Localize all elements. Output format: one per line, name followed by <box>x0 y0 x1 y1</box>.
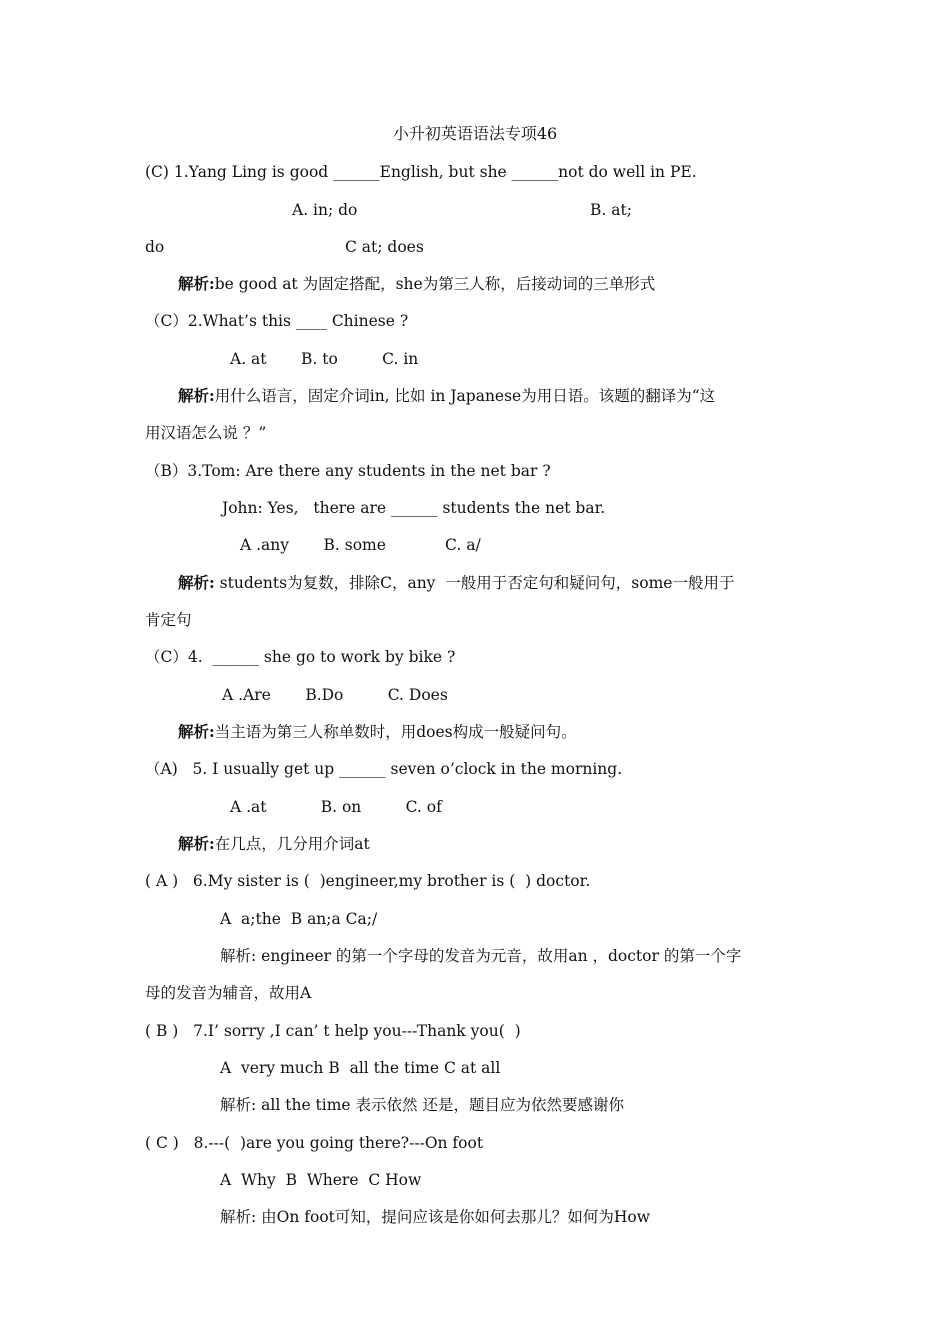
q4-explanation <box>178 721 577 743</box>
q6-explanation-cont: 母的发音为辅音，故用A <box>145 984 312 1002</box>
explanation-label: 解析: <box>178 722 215 741</box>
q2-explanation <box>178 385 715 407</box>
question-3: （B）3.Tom: Are there any students in the net bar ? <box>145 462 551 480</box>
q3-options: A .any B. some C. a/ <box>240 536 481 554</box>
q1-option-a: A. in; do <box>292 201 358 219</box>
q7-explanation: 解析: all the time 表示依然 还是，题目应为依然要感谢你 <box>220 1096 624 1114</box>
q1-option-c: C at; does <box>345 238 424 256</box>
q1-option-b-cont: do <box>145 238 165 256</box>
q3-explanation-cont: 肯定句 <box>145 611 192 629</box>
document-title: 小升初英语语法专项46 <box>392 124 558 143</box>
question-1: (C) 1.Yang Ling is good ______English, but she ______not do well in PE. <box>145 163 697 181</box>
q6-options: A a;the B an;a Ca;/ <box>220 910 378 928</box>
q7-options: A very much B all the time C at all <box>220 1059 501 1077</box>
question-2: （C）2.What’s this ____ Chinese ? <box>145 312 409 330</box>
explanation-text: students为复数，排除C，any 一般用于否定句和疑问句，some一般用于 <box>214 574 735 592</box>
q8-explanation: 解析: 由On foot可知，提问应该是你如何去那儿？如何为How <box>220 1208 651 1226</box>
question-5: （A) 5. I usually get up ______ seven o’clock in the morning. <box>145 760 623 778</box>
explanation-label: 解析: <box>178 274 215 293</box>
question-8: ( C ) 8.---( )are you going there?---On foot <box>145 1134 484 1152</box>
q1-explanation <box>178 273 655 295</box>
explanation-label: 解析: <box>178 386 215 405</box>
q1-option-b: B. at; <box>590 201 632 219</box>
question-6: ( A ) 6.My sister is ( )engineer,my brother is ( ) doctor. <box>145 872 591 890</box>
q3-explanation <box>178 572 734 594</box>
question-4: （C）4. ______ she go to work by bike ? <box>145 648 456 666</box>
explanation-text: be good at 为固定搭配，she为第三人称，后接动词的三单形式 <box>214 275 656 293</box>
q5-explanation <box>178 833 370 855</box>
explanation-text: 在几点，几分用介词at <box>214 835 370 853</box>
q6-explanation: 解析: engineer 的第一个字母的发音为元音，故用an ，doctor 的第一个字 <box>220 947 742 965</box>
explanation-text: 用什么语言，固定介词in, 比如 in Japanese为用日语。该题的翻译为“这 <box>214 387 716 405</box>
explanation-text: 当主语为第三人称单数时，用does构成一般疑问句。 <box>214 723 577 741</box>
q8-options: A Why B Where C How <box>220 1171 422 1189</box>
question-7: ( B ) 7.I’ sorry ,I can’ t help you---Thank you( ) <box>145 1022 521 1040</box>
q5-options: A .at B. on C. of <box>230 798 442 816</box>
explanation-label: 解析: <box>178 573 215 592</box>
q2-options: A. at B. to C. in <box>230 350 419 368</box>
q2-explanation-cont: 用汉语怎么说 ？” <box>145 424 267 442</box>
q4-options: A .Are B.Do C. Does <box>222 686 448 704</box>
explanation-label: 解析: <box>178 834 215 853</box>
q3-dialogue: John: Yes, there are ______ students the net bar. <box>222 499 606 517</box>
